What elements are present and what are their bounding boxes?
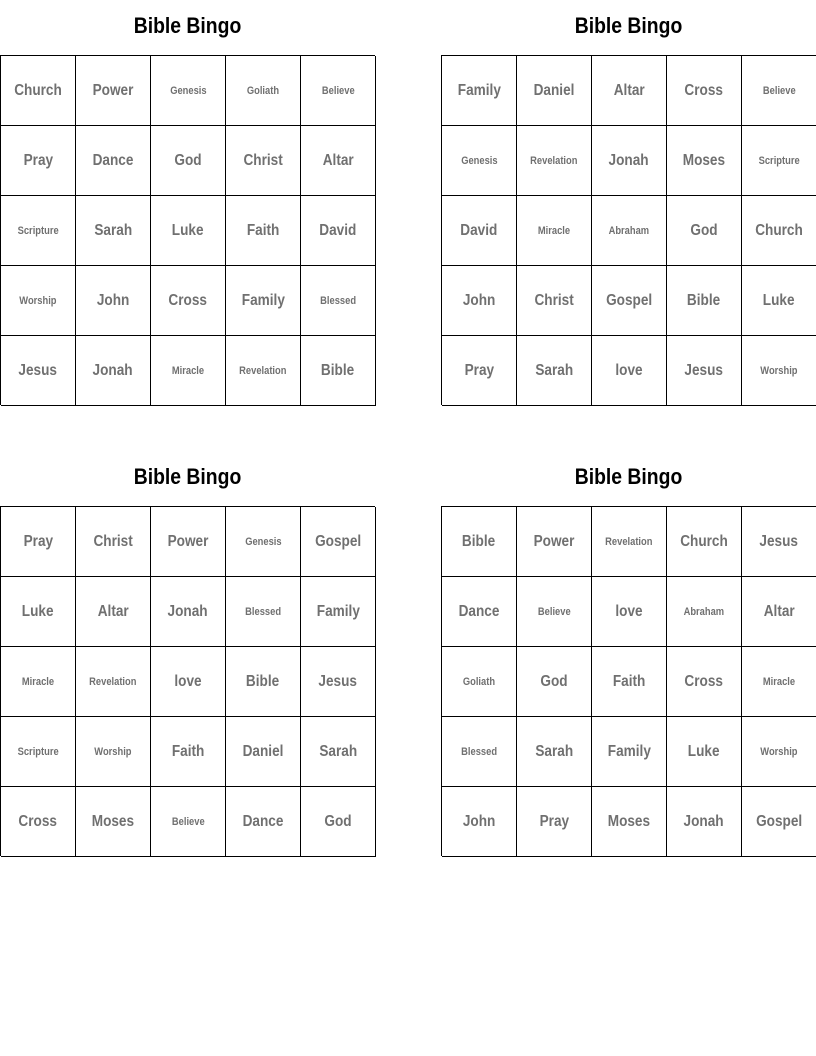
bingo-cell: Luke: [667, 717, 742, 787]
bingo-cell: Altar: [742, 577, 816, 647]
bingo-grid: [441, 55, 816, 405]
bingo-cell: Jonah: [667, 787, 742, 857]
bingo-cell: Miracle: [151, 336, 226, 406]
bingo-cell: John: [76, 266, 151, 336]
bingo-cell: Bible: [301, 336, 376, 406]
bingo-cell: Dance: [226, 787, 301, 857]
bingo-cell: Revelation: [517, 126, 592, 196]
bingo-cell: Scripture: [1, 717, 76, 787]
bingo-cell: Cross: [667, 56, 742, 126]
bingo-cell: Revelation: [76, 647, 151, 717]
bingo-cell: David: [301, 196, 376, 266]
bingo-cell: Power: [151, 507, 226, 577]
bingo-cell: Pray: [442, 336, 517, 406]
bingo-cell: God: [301, 787, 376, 857]
bingo-cell: Scripture: [1, 196, 76, 266]
bingo-cell: Christ: [76, 507, 151, 577]
bingo-cell: Sarah: [517, 717, 592, 787]
bingo-cell: Daniel: [226, 717, 301, 787]
bingo-cell: Sarah: [517, 336, 592, 406]
bingo-cell: Believe: [151, 787, 226, 857]
bingo-cell: Abraham: [667, 577, 742, 647]
bingo-cell: Jonah: [151, 577, 226, 647]
bingo-cell: Power: [76, 56, 151, 126]
bingo-cell: Faith: [592, 647, 667, 717]
bingo-cell: Faith: [226, 196, 301, 266]
bingo-cell: Revelation: [592, 507, 667, 577]
bingo-cell: Gospel: [592, 266, 667, 336]
bingo-cell: John: [442, 787, 517, 857]
bingo-cell: Miracle: [517, 196, 592, 266]
bingo-cell: Blessed: [226, 577, 301, 647]
bingo-cell: Jonah: [592, 126, 667, 196]
bingo-cell: Blessed: [442, 717, 517, 787]
bingo-cell: Cross: [151, 266, 226, 336]
bingo-cell: Jesus: [1, 336, 76, 406]
bingo-cell: Family: [226, 266, 301, 336]
bingo-cell: Genesis: [151, 56, 226, 126]
bingo-cell: Power: [517, 507, 592, 577]
bingo-cell: David: [442, 196, 517, 266]
bingo-cell: Christ: [517, 266, 592, 336]
bingo-cell: Worship: [742, 717, 816, 787]
bingo-cell: Goliath: [442, 647, 517, 717]
bingo-cell: Scripture: [742, 126, 816, 196]
bingo-cell: Worship: [742, 336, 816, 406]
bingo-cell: Christ: [226, 126, 301, 196]
bingo-cell: Moses: [76, 787, 151, 857]
bingo-cell: love: [592, 577, 667, 647]
bingo-grid: [0, 55, 375, 405]
bingo-cell: love: [592, 336, 667, 406]
bingo-cell: Abraham: [592, 196, 667, 266]
bingo-cell: Moses: [592, 787, 667, 857]
bingo-cell: Genesis: [442, 126, 517, 196]
bingo-cell: God: [151, 126, 226, 196]
bingo-cell: Church: [742, 196, 816, 266]
bingo-cell: Daniel: [517, 56, 592, 126]
bingo-cell: Jesus: [742, 507, 816, 577]
bingo-cell: Gospel: [742, 787, 816, 857]
bingo-cell: Sarah: [76, 196, 151, 266]
bingo-cell: Altar: [76, 577, 151, 647]
bingo-cell: Pray: [1, 507, 76, 577]
bingo-cell: Pray: [517, 787, 592, 857]
bingo-grid: [441, 506, 816, 856]
bingo-cell: Dance: [76, 126, 151, 196]
bingo-cell: Moses: [667, 126, 742, 196]
bingo-cell: Church: [667, 507, 742, 577]
bingo-cell: Believe: [742, 56, 816, 126]
bingo-cell: Worship: [1, 266, 76, 336]
bingo-cell: Luke: [1, 577, 76, 647]
bingo-cell: Cross: [667, 647, 742, 717]
bingo-cell: Bible: [667, 266, 742, 336]
bingo-cell: Miracle: [1, 647, 76, 717]
bingo-cell: God: [667, 196, 742, 266]
bingo-cell: Altar: [301, 126, 376, 196]
bingo-cell: God: [517, 647, 592, 717]
bingo-cell: Worship: [76, 717, 151, 787]
bingo-cell: Faith: [151, 717, 226, 787]
card-title: Bible Bingo: [574, 13, 683, 38]
bingo-cell: Jonah: [76, 336, 151, 406]
bingo-cell: Jesus: [667, 336, 742, 406]
bingo-cell: Pray: [1, 126, 76, 196]
card-title: Bible Bingo: [574, 464, 683, 489]
bingo-cell: Bible: [442, 507, 517, 577]
bingo-cell: John: [442, 266, 517, 336]
bingo-cell: love: [151, 647, 226, 717]
bingo-cell: Believe: [301, 56, 376, 126]
card-title: Bible Bingo: [133, 13, 242, 38]
bingo-cell: Miracle: [742, 647, 816, 717]
bingo-cell: Church: [1, 56, 76, 126]
bingo-cell: Altar: [592, 56, 667, 126]
bingo-cell: Luke: [742, 266, 816, 336]
bingo-cell: Dance: [442, 577, 517, 647]
bingo-cell: Family: [301, 577, 376, 647]
bingo-cell: Goliath: [226, 56, 301, 126]
card-title: Bible Bingo: [133, 464, 242, 489]
bingo-grid: [0, 506, 375, 856]
bingo-cell: Blessed: [301, 266, 376, 336]
bingo-cell: Believe: [517, 577, 592, 647]
bingo-cell: Family: [442, 56, 517, 126]
bingo-cell: Bible: [226, 647, 301, 717]
bingo-cell: Sarah: [301, 717, 376, 787]
bingo-cell: Jesus: [301, 647, 376, 717]
bingo-cell: Gospel: [301, 507, 376, 577]
bingo-cell: Cross: [1, 787, 76, 857]
bingo-cell: Family: [592, 717, 667, 787]
bingo-cell: Luke: [151, 196, 226, 266]
bingo-cell: Genesis: [226, 507, 301, 577]
bingo-cell: Revelation: [226, 336, 301, 406]
